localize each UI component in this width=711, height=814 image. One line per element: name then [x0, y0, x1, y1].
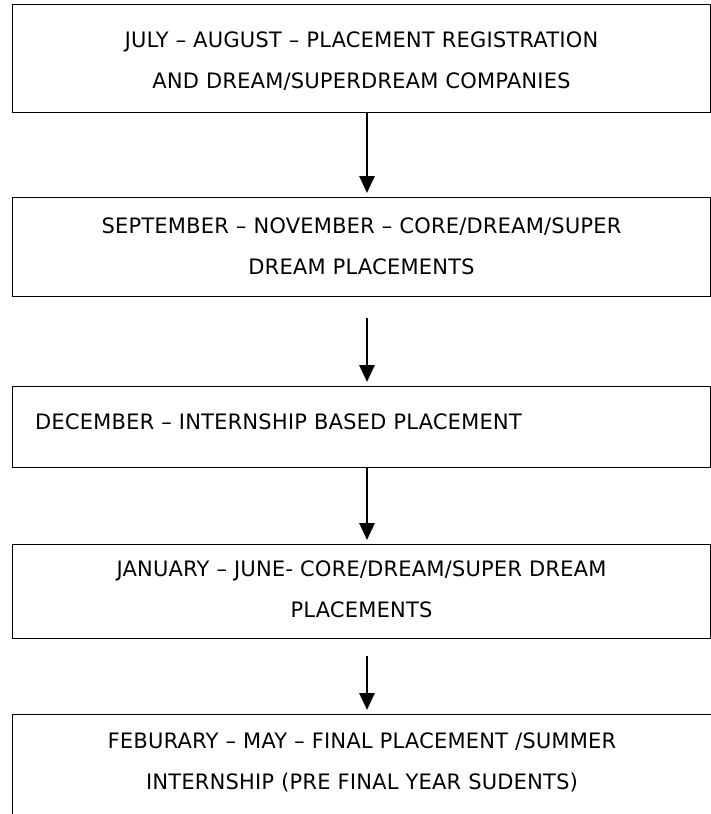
arrow-down-icon: [359, 523, 375, 540]
connector-line: [366, 468, 368, 524]
arrow-down-icon: [359, 693, 375, 710]
connector-line: [366, 113, 368, 177]
step-box-september-november: [12, 197, 711, 297]
step-text-line-1: JULY – AUGUST – PLACEMENT REGISTRATION: [124, 28, 599, 52]
step-text-line-2: AND DREAM/SUPERDREAM COMPANIES: [152, 69, 571, 93]
connector-line: [366, 318, 368, 366]
step-text-line-2: INTERNSHIP (PRE FINAL YEAR SUDENTS): [146, 770, 578, 794]
step-box-december: [12, 386, 711, 468]
step-text-line-1: SEPTEMBER – NOVEMBER – CORE/DREAM/SUPER: [101, 214, 622, 238]
step-text-line-1: DECEMBER – INTERNSHIP BASED PLACEMENT: [35, 410, 522, 434]
connector-line: [366, 656, 368, 694]
step-box-february-may: [12, 714, 711, 814]
arrow-down-icon: [359, 176, 375, 193]
step-text-line-2: PLACEMENTS: [290, 598, 433, 622]
step-text-line-1: JANUARY – JUNE- CORE/DREAM/SUPER DREAM: [116, 557, 607, 581]
step-box-january-june: [12, 544, 711, 639]
step-text-line-2: DREAM PLACEMENTS: [248, 255, 475, 279]
step-text-line-1: FEBURARY – MAY – FINAL PLACEMENT /SUMMER: [107, 729, 617, 753]
step-box-july-august: [12, 4, 711, 113]
arrow-down-icon: [359, 365, 375, 382]
